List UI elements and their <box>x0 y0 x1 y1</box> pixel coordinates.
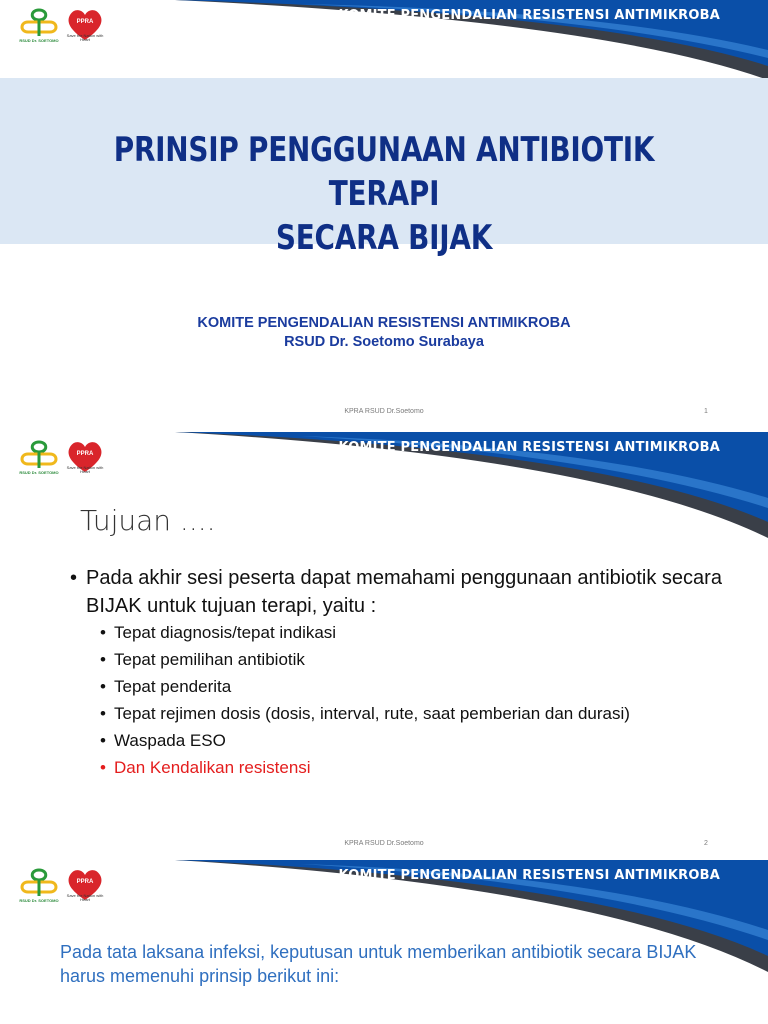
banner-title: KOMITE PENGENDALIAN RESISTENSI ANTIMIKROBA <box>338 440 720 455</box>
page-number: 1 <box>704 408 708 415</box>
main-bullet-text: Pada akhir sesi peserta dapat memahami penggunaan antibiotik secara BIJAK untuk tujuan terapi, yaitu : <box>86 567 722 617</box>
bullet-dot-icon: • <box>100 623 106 642</box>
ppra-logo-caption: Save the Nation with Heart <box>66 893 104 902</box>
title-line-2: SECARA BIJAK <box>275 218 493 258</box>
hospital-logo-caption: RSUD Dr. SOETOMO <box>19 38 59 43</box>
intro-text: Pada tata laksana infeksi, keputusan untuk memberikan antibiotik secara BIJAK harus memenuhi prinsip berikut ini: <box>60 942 697 986</box>
list-item-text: Tepat pemilihan antibiotik <box>114 650 305 669</box>
ppra-badge-text: PPRA <box>76 879 94 885</box>
ppra-logo-caption: Save the Nation with Heart <box>66 33 104 42</box>
list-item <box>100 676 740 698</box>
main-bullet <box>70 564 730 620</box>
logos <box>18 866 108 906</box>
slide-2 <box>0 432 768 860</box>
bullet-dot-icon: • <box>70 567 78 589</box>
list-item-text: Tepat rejimen dosis (dosis, interval, rute, saat pemberian dan durasi) <box>114 704 630 723</box>
header-banner <box>0 432 768 512</box>
title-line-1: PRINSIP PENGGUNAAN ANTIBIOTIK TERAPI <box>113 130 655 214</box>
logos <box>18 438 108 478</box>
list-item <box>100 703 740 725</box>
bullet-dot-icon: • <box>100 704 106 723</box>
slide-footer: KPRA RSUD Dr.Soetomo <box>344 408 424 415</box>
list-item-text: Tepat penderita <box>114 677 232 696</box>
list-item-highlight <box>100 757 740 779</box>
organization <box>0 314 768 352</box>
bullet-dot-icon: • <box>100 758 106 777</box>
slide-title <box>69 128 699 260</box>
banner-title: KOMITE PENGENDALIAN RESISTENSI ANTIMIKROBA <box>338 8 720 23</box>
bullet-dot-icon: • <box>100 731 106 750</box>
bullet-dot-icon: • <box>100 677 106 696</box>
hospital-logo-caption: RSUD Dr. SOETOMO <box>19 470 59 475</box>
list-item-text: Dan Kendalikan resistensi <box>114 758 311 777</box>
header-banner <box>0 860 768 940</box>
ppra-badge-text: PPRA <box>76 19 94 25</box>
slide-3 <box>0 860 768 1024</box>
list-item <box>100 649 740 671</box>
list-item <box>100 730 740 752</box>
hospital-logo-caption: RSUD Dr. SOETOMO <box>19 898 59 903</box>
org-line-2: RSUD Dr. Soetomo Surabaya <box>284 334 484 350</box>
list-item-text: Waspada ESO <box>114 731 226 750</box>
ppra-badge-text: PPRA <box>76 451 94 457</box>
header-banner <box>0 0 768 80</box>
org-line-1: KOMITE PENGENDALIAN RESISTENSI ANTIMIKROBA <box>197 315 571 331</box>
list-item-text: Tepat diagnosis/tepat indikasi <box>114 623 337 642</box>
logos <box>18 6 108 46</box>
ppra-logo-caption: Save the Nation with Heart <box>66 465 104 474</box>
slide-footer: KPRA RSUD Dr.Soetomo <box>344 840 424 847</box>
bullet-dot-icon: • <box>100 650 106 669</box>
page-number: 2 <box>704 840 708 847</box>
list-item <box>100 622 740 644</box>
section-heading: Tujuan .... <box>80 504 216 537</box>
banner-title: KOMITE PENGENDALIAN RESISTENSI ANTIMIKROBA <box>338 868 720 883</box>
slide-1 <box>0 0 768 432</box>
